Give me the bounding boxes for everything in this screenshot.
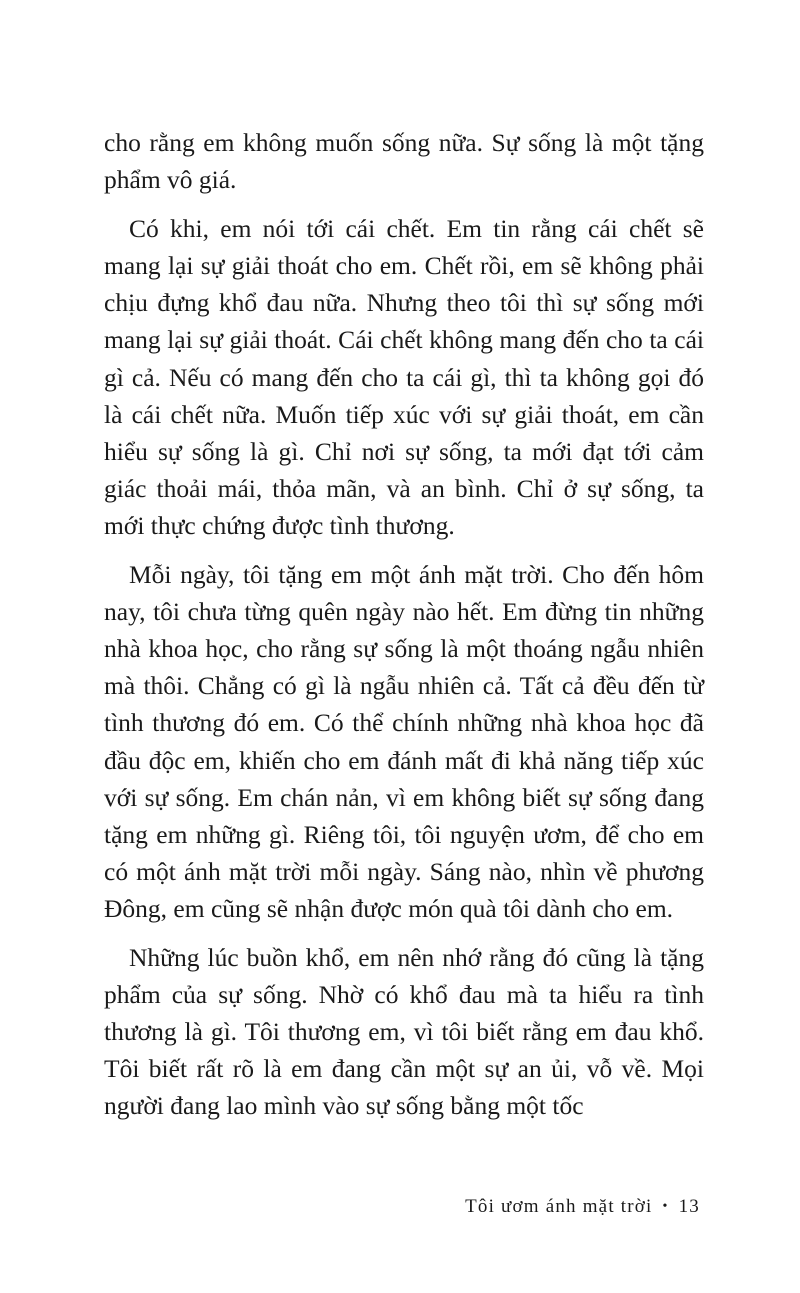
- page-footer: [465, 1196, 700, 1218]
- paragraph-continued: cho rằng em không muốn sống nữa. Sự sống là một tặng phẩm vô giá.: [104, 128, 704, 195]
- paragraph: Những lúc buồn khổ, em nên nhớ rằng đó cũng là tặng phẩm của sự sống. Nhờ có khổ đau mà ta hiểu ra tình thương là gì. Tôi thương em, vì tôi biết rằng em đau khổ. Tôi biết rất rõ là em đang cần một sự an ủi, vỗ về. Mọi người đang lao mình vào sự sống bằng một tốc: [104, 942, 704, 1121]
- running-title: Tôi ươm ánh mặt trời: [465, 1196, 653, 1217]
- paragraph: Có khi, em nói tới cái chết. Em tin rằng cái chết sẽ mang lại sự giải thoát cho em. Chết rồi, em sẽ không phải chịu đựng khổ đau nữa. Nhưng theo tôi thì sự sống mới mang lại sự giải thoát. Cái chết không mang đến cho ta cái gì cả. Nếu có mang đến cho ta cái gì, thì ta không gọi đó là cái chết nữa. Muốn tiếp xúc với sự giải thoát, em cần hiểu sự sống là gì. Chỉ nơi sự sống, ta mới đạt tới cảm giác thoải mái, thỏa mãn, và an bình. Chỉ ở sự sống, ta mới thực chứng được tình thương.: [104, 214, 704, 540]
- body-text: [104, 124, 704, 1136]
- page-number: 13: [678, 1196, 700, 1217]
- paragraph: Mỗi ngày, tôi tặng em một ánh mặt trời. Cho đến hôm nay, tôi chưa từng quên ngày nào hết. Em đừng tin những nhà khoa học, cho rằng sự sống là một thoáng ngẫu nhiên mà thôi. Chẳng có gì là ngẫu nhiên cả. Tất cả đều đến từ tình thương đó em. Có thể chính những nhà khoa học đã đầu độc em, khiến cho em đánh mất đi khả năng tiếp xúc với sự sống. Em chán nản, vì em không biết sự sống đang tặng em những gì. Riêng tôi, tôi nguyện ươm, để cho em có một ánh mặt trời mỗi ngày. Sáng nào, nhìn về phương Đông, em cũng sẽ nhận được món quà tôi dành cho em.: [104, 560, 704, 923]
- footer-separator: •: [662, 1199, 669, 1214]
